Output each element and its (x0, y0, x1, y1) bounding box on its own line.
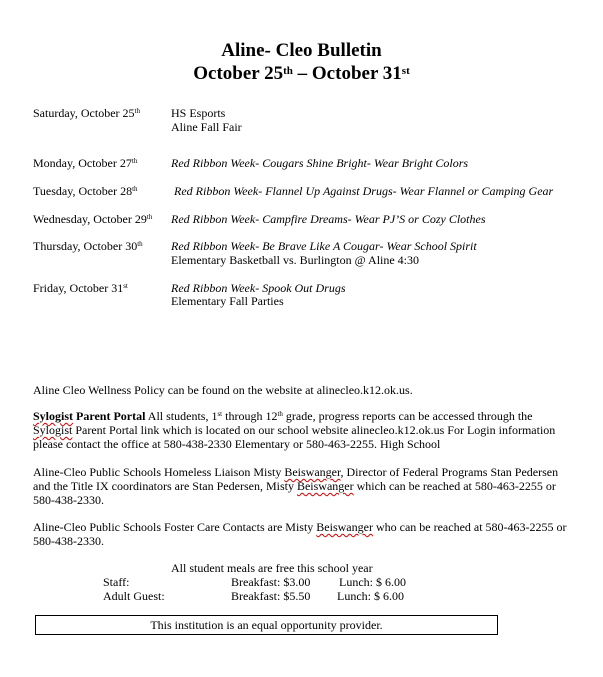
date-start-suffix: th (283, 65, 293, 77)
schedule-day: Monday, October 27th (33, 156, 138, 170)
schedule-day: Wednesday, October 29th (33, 212, 153, 226)
meal-row-label: Adult Guest: (103, 589, 165, 603)
foster-care-note: Aline-Cleo Public Schools Foster Care Contacts are Misty Beiswanger who can be reached at 580-463-2255 or 580-438-2330. (33, 520, 567, 548)
bulletin-title: Aline- Cleo Bulletin (221, 40, 382, 61)
meals-header: All student meals are free this school year (171, 561, 373, 575)
schedule-event: Red Ribbon Week- Spook Out Drugs (171, 281, 346, 295)
parent-portal-note: Sylogist Parent Portal All students, 1st through 12th grade, progress reports can be accessed through the Sylogist Parent Portal link which is located on our school website alinecleo.k12.ok.us For Login information please contact the office at 580-438-2330 Elementary or 580-463-2255. High School (33, 409, 556, 451)
schedule-day: Saturday, October 25th (33, 106, 140, 120)
schedule-event: HS Esports (171, 106, 226, 120)
homeless-liaison-note: Aline-Cleo Public Schools Homeless Liaison Misty Beiswanger, Director of Federal Programs Stan Pedersen and the Title IX coordinators are Stan Pedersen, Misty Beiswanger which can be reached at 580-463-2255 or 580-438-2330. (33, 465, 559, 507)
meal-row-label: Staff: (103, 575, 130, 589)
meal-row-breakfast: Breakfast: $3.00 (231, 575, 311, 589)
date-end-suffix: st (401, 65, 410, 77)
schedule-event: Aline Fall Fair (171, 120, 242, 134)
meal-row-breakfast: Breakfast: $5.50 (231, 589, 311, 603)
wellness-policy-note: Aline Cleo Wellness Policy can be found on the website at alinecleo.k12.ok.us. (33, 383, 413, 397)
schedule-event: Elementary Fall Parties (171, 294, 284, 308)
schedule-day: Friday, October 31st (33, 281, 128, 295)
meal-row-lunch: Lunch: $ 6.00 (337, 589, 404, 603)
date-separator-end: – October 31 (292, 63, 402, 84)
schedule-event: Red Ribbon Week- Flannel Up Against Drugs- Wear Flannel or Camping Gear (174, 184, 554, 198)
schedule-event: Red Ribbon Week- Cougars Shine Bright- Wear Bright Colors (171, 156, 469, 170)
schedule-event: Red Ribbon Week- Be Brave Like A Cougar- Wear School Spirit (171, 239, 477, 253)
schedule-event: Elementary Basketball vs. Burlington @ Aline 4:30 (171, 253, 420, 267)
schedule-day: Tuesday, October 28th (33, 184, 138, 198)
schedule-day: Thursday, October 30th (33, 239, 143, 253)
bulletin-date-range (0, 63, 603, 85)
schedule-event: Red Ribbon Week- Campfire Dreams- Wear PJ’S or Cozy Clothes (171, 212, 486, 226)
equal-opportunity-box (35, 615, 498, 635)
equal-opportunity-statement: This institution is an equal opportunity provider. (150, 618, 383, 632)
date-start: October 25 (193, 63, 284, 84)
meal-row-lunch: Lunch: $ 6.00 (339, 575, 406, 589)
